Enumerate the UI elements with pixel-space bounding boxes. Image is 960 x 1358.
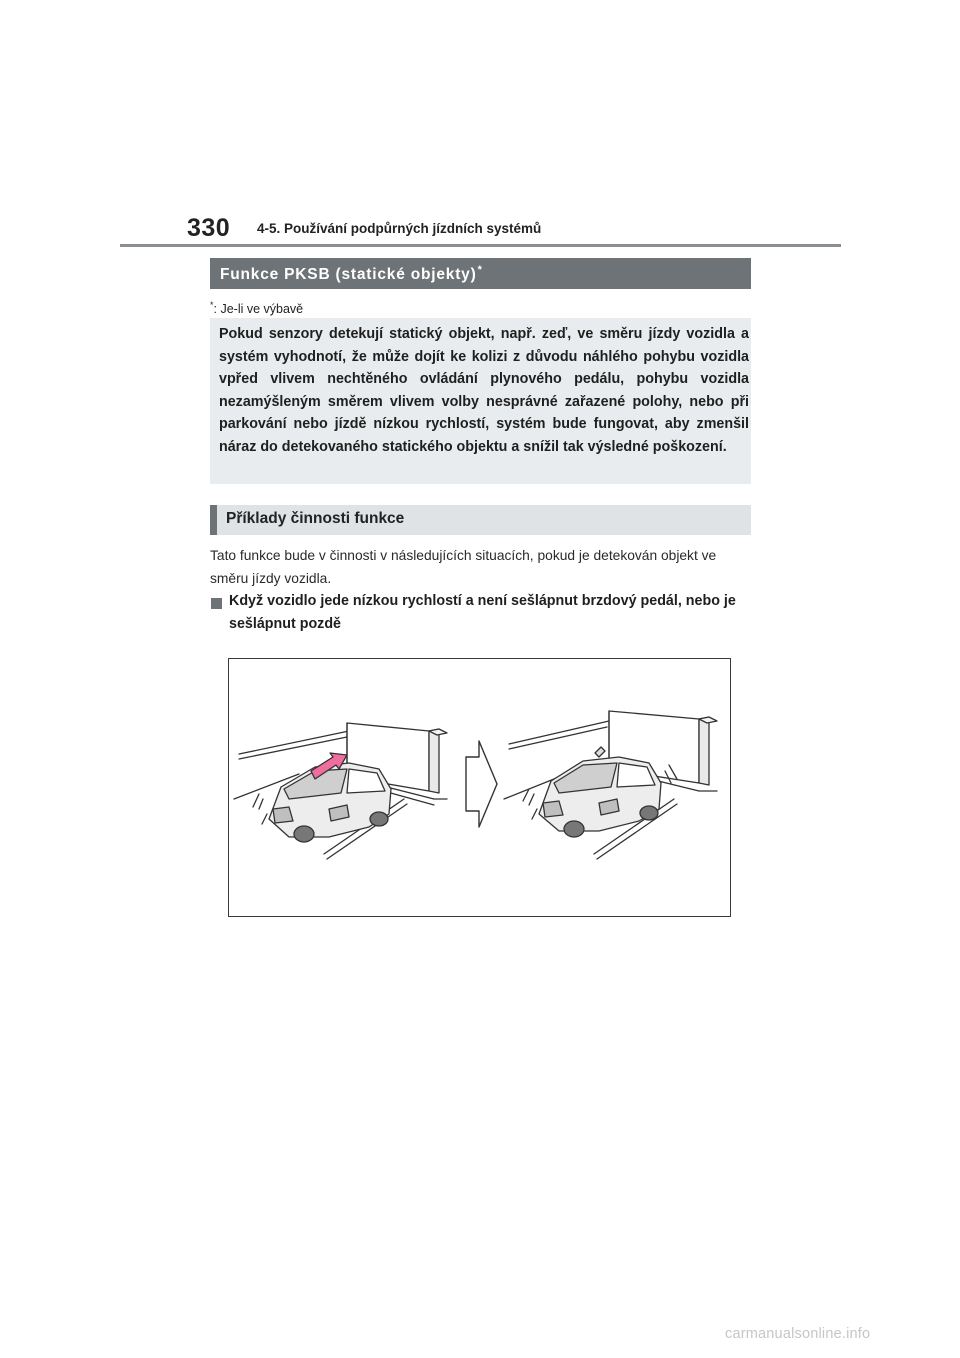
watermark: carmanualsonline.info <box>725 1326 871 1342</box>
section-title-text: Funkce PKSB (statické objekty) <box>220 266 477 283</box>
summary-text: Pokud senzory detekují statický objekt, např. zeď, ve směru jízdy vozidla a systém vyhodnotí, že může dojít ke kolizi z důvodu náhlého pohybu vozidla vpřed vlivem nechtěného ovládání plynového pedálu, pohybu vozidla nezamýšleným směrem vlivem volby nesprávné zařazené polohy, nebo při parkování nebo jízdě nízkou rychlostí, systém bude fungovat, aby zmenšil náraz do detekovaného statického objektu a snížil tak výsledné poškození. <box>219 326 749 455</box>
bullet-square-icon <box>211 598 222 609</box>
section-title <box>220 264 483 284</box>
chapter-title: 4-5. Používání podpůrných jízdních systémů <box>257 221 542 236</box>
footnote-text: : Je-li ve výbavě <box>213 302 304 316</box>
intro-paragraph: Tato funkce bude v činnosti v následujících situacích, pokud je detekován objekt ve směru jízdy vozidla. <box>210 548 717 586</box>
transition-arrow-icon <box>466 741 497 827</box>
footnote-mark: * <box>210 300 214 310</box>
page-number: 330 <box>187 214 231 242</box>
footnote <box>210 300 303 316</box>
curb-line <box>239 731 349 754</box>
header-rule <box>120 244 841 247</box>
subsection-title: Příklady činnosti funkce <box>226 510 405 527</box>
subsection-bar-accent <box>210 505 217 535</box>
illustration-frame <box>228 658 731 917</box>
illustration-car-wall <box>229 659 730 916</box>
bullet-heading: Když vozidlo jede nízkou rychlostí a není sešlápnut brzdový pedál, nebo je sešlápnut pozdě <box>229 593 736 632</box>
section-title-mark: * <box>477 264 483 276</box>
